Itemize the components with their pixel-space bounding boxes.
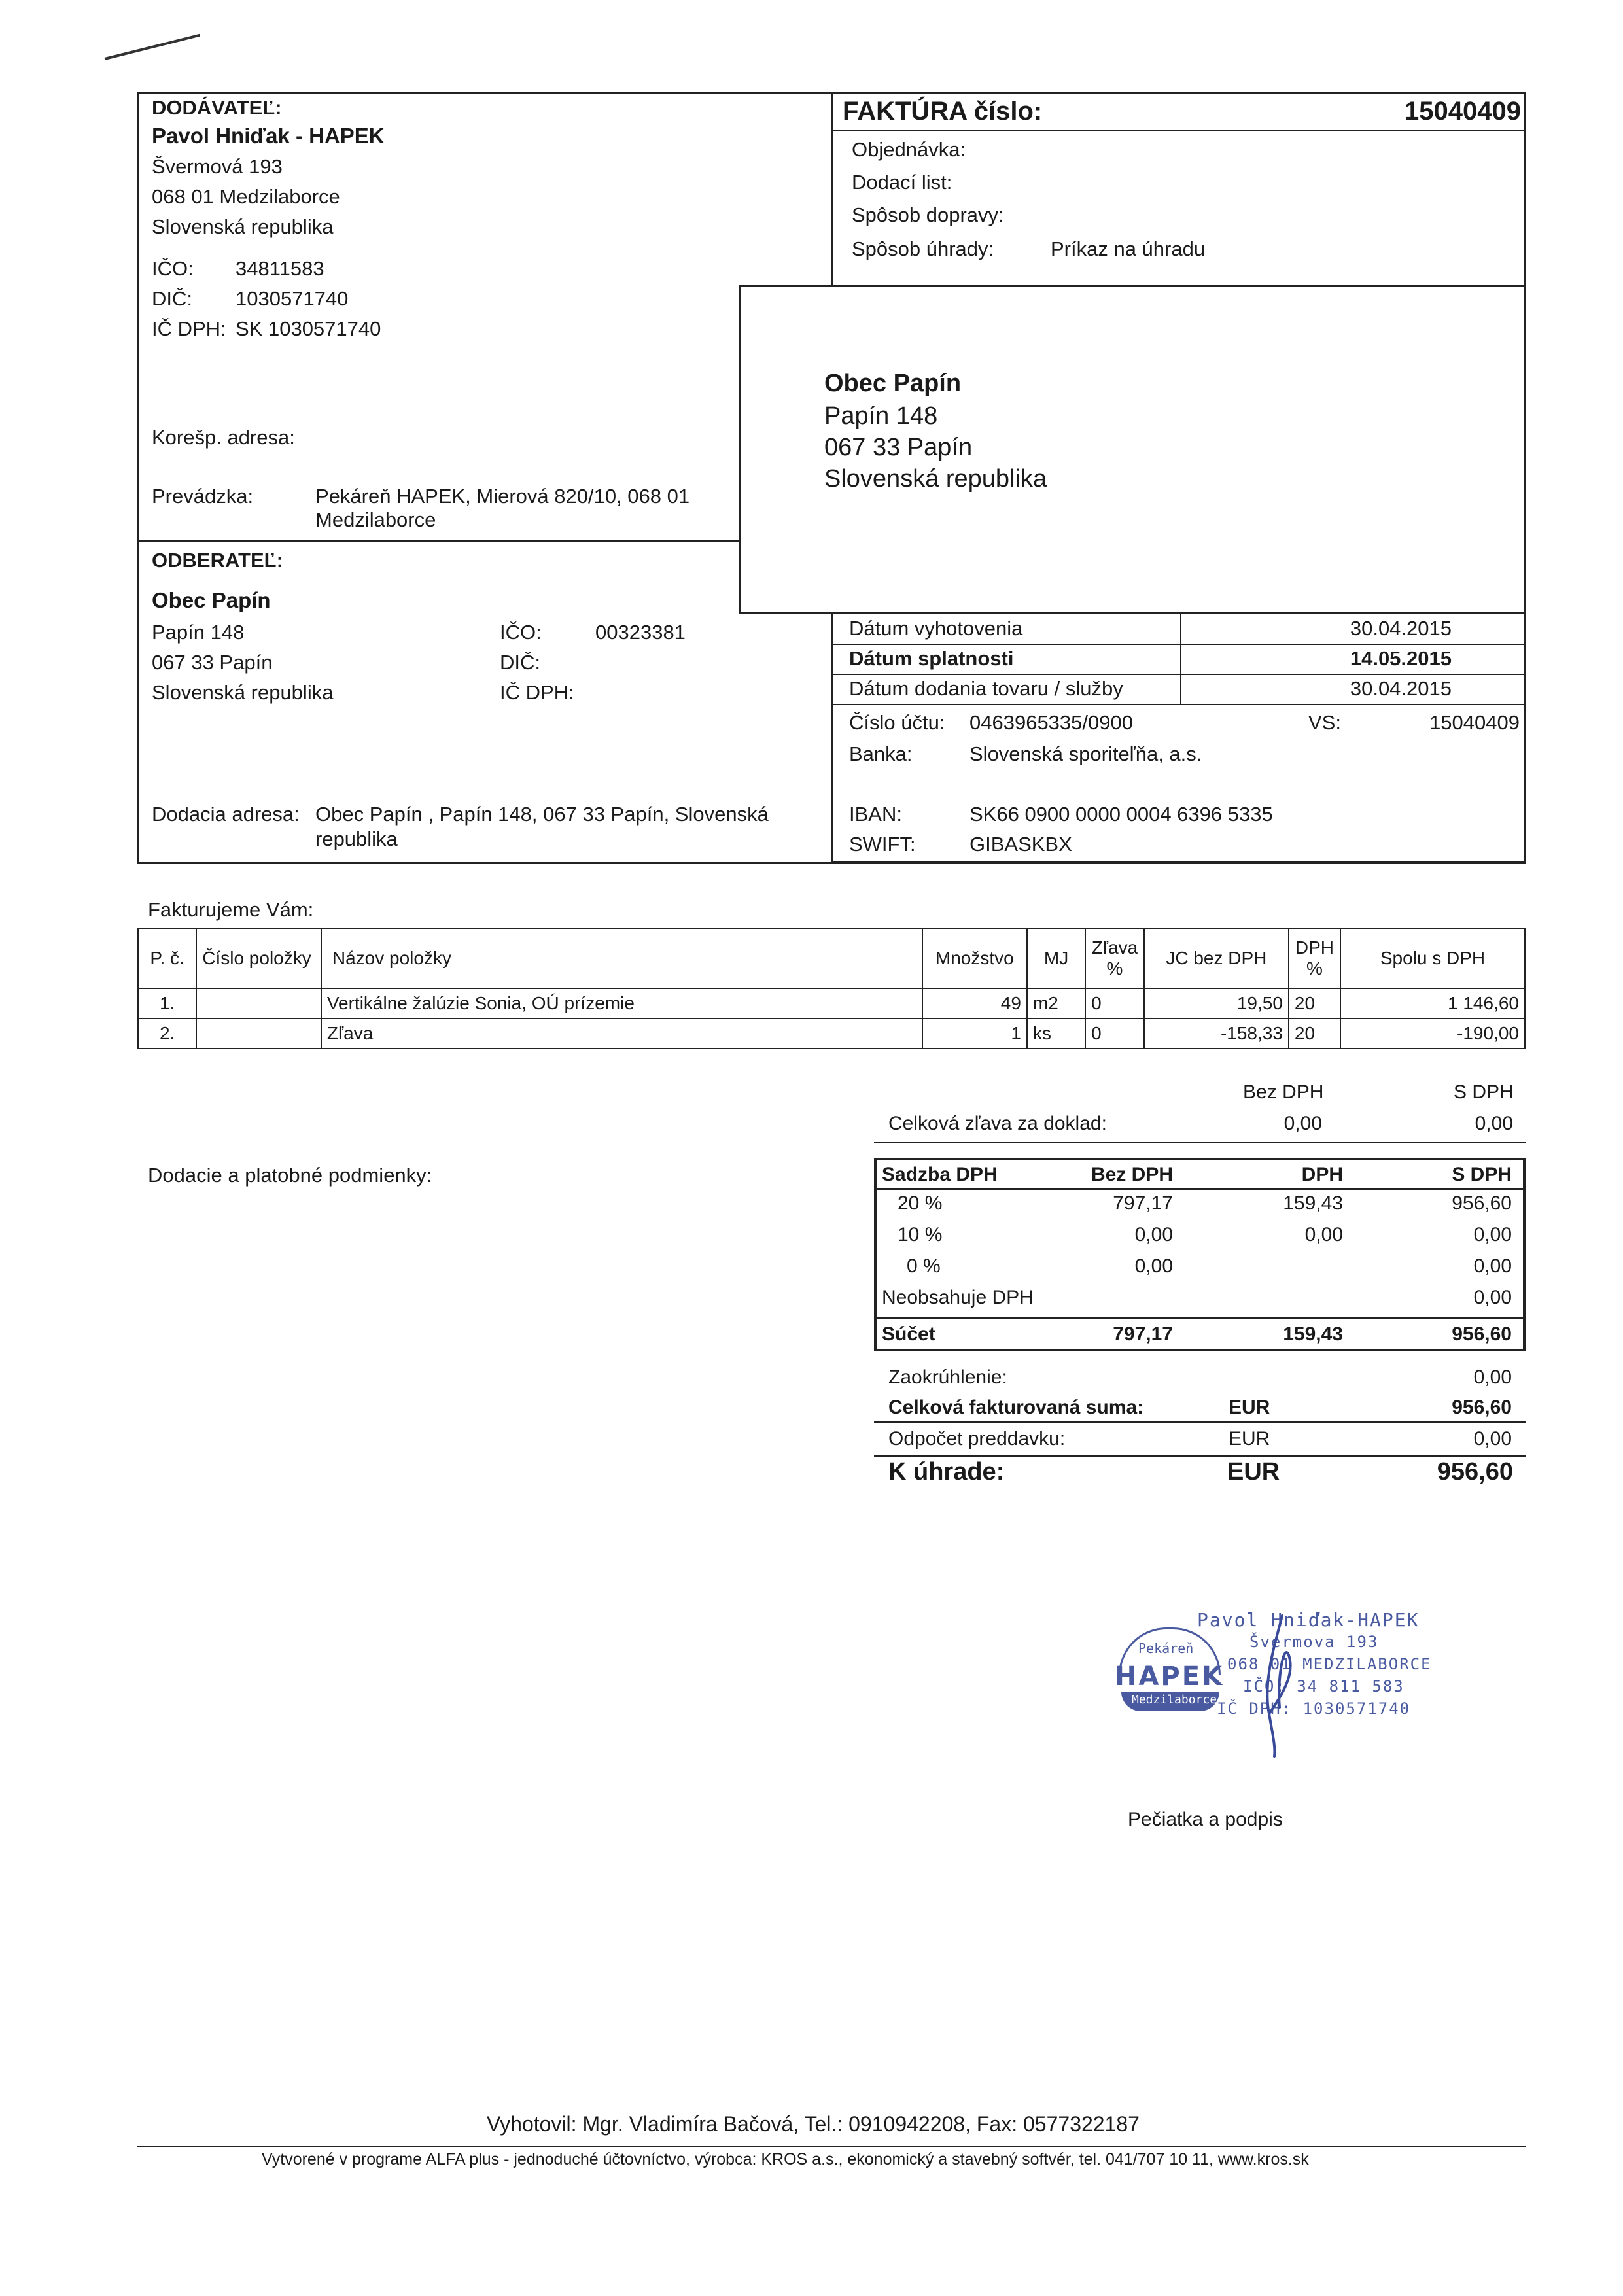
vat-h-base: Bez DPH	[1091, 1164, 1173, 1185]
invoice-number: 15040409	[1405, 97, 1521, 126]
order-label: Objednávka:	[852, 138, 966, 161]
vat-h-vat: DPH	[1301, 1164, 1343, 1185]
item-total: 1 146,60	[1340, 988, 1525, 1018]
item-unit: m2	[1027, 988, 1085, 1018]
dates-line-1	[831, 644, 1526, 645]
account-number: 0463965335/0900	[969, 711, 1133, 734]
col-vat	[1289, 928, 1340, 988]
col-total: Spolu s DPH	[1340, 928, 1525, 988]
item-pc: 2.	[138, 1018, 196, 1049]
supplier-name: Pavol Hniďak - HAPEK	[152, 124, 385, 148]
discount-s: 0,00	[1475, 1113, 1513, 1134]
delivery-address-label: Dodacia adresa:	[152, 803, 300, 826]
vat-sum-line	[874, 1317, 1526, 1319]
scan-mark	[105, 34, 201, 60]
supplier-prevadzka-line1: Pekáreň HAPEK, Mierová 820/10, 068 01	[315, 485, 690, 508]
stamp-line4: IČO: 34 811 583	[1243, 1677, 1405, 1696]
vat-vat: 0,00	[1304, 1224, 1343, 1245]
col-discount-unit: %	[1106, 958, 1123, 979]
discount-col-bez: Bez DPH	[1243, 1081, 1324, 1103]
customer-ico: 00323381	[595, 621, 686, 644]
item-total: -190,00	[1340, 1018, 1525, 1049]
item-unit-price: 19,50	[1144, 988, 1289, 1018]
delivery-address-line2: republika	[315, 827, 398, 850]
swift-label: SWIFT:	[849, 833, 916, 856]
due-date: 14.05.2015	[1350, 647, 1452, 670]
supplier-dic-label: DIČ:	[152, 287, 192, 310]
customer-icdph-label: IČ DPH:	[500, 681, 574, 704]
stamp-logo	[1115, 1627, 1226, 1713]
delivery-date-label: Dátum dodania tovaru / služby	[849, 677, 1123, 700]
issue-date: 30.04.2015	[1350, 617, 1452, 640]
supplier-prevadzka-label: Prevádzka:	[152, 485, 254, 508]
item-name: Vertikálne žalúzie Sonia, OÚ prízemie	[321, 988, 922, 1018]
supplier-icdph: SK 1030571740	[236, 317, 381, 340]
invoice-title: FAKTÚRA číslo:	[843, 97, 1043, 126]
topay-currency: EUR	[1227, 1458, 1280, 1486]
discount-bez: 0,00	[1283, 1113, 1322, 1134]
supplier-street: Švermová 193	[152, 155, 283, 178]
vat-h-rate: Sadzba DPH	[882, 1164, 998, 1185]
vat-total: 0,00	[1473, 1287, 1512, 1308]
customer-dic-label: DIČ:	[500, 651, 540, 674]
item-qty: 49	[922, 988, 1027, 1018]
supplier-heading: DODÁVATEĽ:	[152, 96, 282, 119]
software-note: Vytvorené v programe ALFA plus - jednoduché účtovníctvo, výrobca: KROS a.s., ekonomický a stavebný softvér, tel. 041/707 10 11, www.kros.sk	[262, 2150, 1309, 2168]
vat-rate: 20 %	[898, 1192, 943, 1214]
stamp-line3: 068 01 MEDZILABORCE	[1227, 1655, 1432, 1673]
item-code	[196, 1018, 321, 1049]
supplier-icdph-label: IČ DPH:	[152, 317, 226, 340]
vs-value: 15040409	[1429, 711, 1520, 734]
issue-date-label: Dátum vyhotovenia	[849, 617, 1023, 640]
supplier-ico: 34811583	[236, 257, 324, 280]
vat-total: 956,60	[1452, 1192, 1512, 1214]
item-code	[196, 988, 321, 1018]
col-vat-unit: %	[1306, 958, 1323, 979]
discount-col-s: S DPH	[1454, 1081, 1514, 1103]
vs-label: VS:	[1308, 711, 1341, 734]
col-qty: Množstvo	[922, 928, 1027, 988]
col-discount-label: Zľava	[1091, 937, 1138, 958]
supplier-country: Slovenská republika	[152, 215, 334, 238]
table-row	[138, 988, 1525, 1018]
invoiced-currency: EUR	[1229, 1397, 1270, 1418]
bank-label: Banka:	[849, 742, 913, 765]
customer-heading: ODBERATEĽ:	[152, 549, 283, 572]
col-unit-price: JC bez DPH	[1144, 928, 1289, 988]
due-date-label: Dátum splatnosti	[849, 647, 1014, 670]
items-intro: Fakturujeme Vám:	[148, 898, 314, 921]
recipient-city: 067 33 Papín	[824, 434, 973, 461]
customer-country: Slovenská republika	[152, 681, 334, 704]
invoice-title-underline	[831, 130, 1526, 131]
item-qty: 1	[922, 1018, 1027, 1049]
vat-sum-label: Súčet	[882, 1323, 935, 1345]
items-header-row	[138, 928, 1525, 988]
payment-label: Spôsob úhrady:	[852, 237, 994, 260]
supplier-dic: 1030571740	[236, 287, 349, 310]
col-unit: MJ	[1027, 928, 1085, 988]
supplier-left-line	[137, 92, 139, 863]
stamp-caption: Pečiatka a podpis	[1128, 1809, 1283, 1830]
advance-label: Odpočet preddavku:	[888, 1428, 1066, 1450]
customer-top-line	[137, 540, 739, 542]
invoiced-label: Celková fakturovaná suma:	[888, 1397, 1144, 1418]
item-name: Zľava	[321, 1018, 922, 1049]
vat-h-total: S DPH	[1452, 1164, 1512, 1185]
item-pc: 1.	[138, 988, 196, 1018]
rounding-label: Zaokrúhlenie:	[888, 1366, 1007, 1388]
advance-currency: EUR	[1229, 1428, 1270, 1450]
recipient-name: Obec Papín	[824, 370, 962, 397]
dates-line-3	[831, 704, 1526, 705]
recipient-country: Slovenská republika	[824, 465, 1047, 493]
vat-header-line	[874, 1188, 1526, 1190]
topay-value: 956,60	[1437, 1458, 1513, 1486]
terms-label: Dodacie a platobné podmienky:	[148, 1164, 432, 1187]
stamp-logo-bottom: Medzilaborce	[1132, 1693, 1217, 1707]
recipient-street: Papín 148	[824, 402, 938, 430]
iban-value: SK66 0900 0000 0004 6396 5335	[969, 803, 1273, 826]
col-pc: P. č.	[138, 928, 196, 988]
vat-rate: 0 %	[907, 1255, 941, 1277]
topay-label: K úhrade:	[888, 1458, 1005, 1486]
vat-sum-base: 797,17	[1113, 1323, 1173, 1345]
delivery-note-label: Dodací list:	[852, 171, 952, 194]
vat-base: 797,17	[1113, 1192, 1173, 1214]
col-name: Názov položky	[321, 928, 922, 988]
customer-name: Obec Papín	[152, 588, 271, 612]
bank-name: Slovenská sporiteľňa, a.s.	[969, 742, 1202, 765]
vat-base: 0,00	[1134, 1224, 1173, 1245]
invoiced-underline	[874, 1421, 1526, 1423]
customer-street: Papín 148	[152, 621, 245, 644]
vat-vat: 159,43	[1283, 1192, 1343, 1214]
issued-by: Vyhotovil: Mgr. Vladimíra Bačová, Tel.: 0910942208, Fax: 0577322187	[487, 2112, 1140, 2136]
vat-total: 0,00	[1473, 1224, 1512, 1245]
signature	[1236, 1603, 1315, 1760]
delivery-address-line1: Obec Papín , Papín 148, 067 33 Papín, Slovenská	[315, 803, 769, 826]
dates-line-2	[831, 674, 1526, 675]
stamp-logo-main: HAPEK	[1115, 1661, 1225, 1692]
table-row	[138, 1018, 1525, 1049]
dates-divider	[1180, 614, 1181, 704]
supplier-prevadzka-line2: Medzilaborce	[315, 508, 436, 531]
supplier-ico-label: IČO:	[152, 257, 194, 280]
account-label: Číslo účtu:	[849, 711, 945, 734]
supplier-city: 068 01 Medzilaborce	[152, 185, 340, 208]
item-vat: 20	[1289, 988, 1340, 1018]
item-discount: 0	[1085, 1018, 1144, 1049]
transport-label: Spôsob dopravy:	[852, 203, 1004, 226]
advance-value: 0,00	[1473, 1428, 1512, 1450]
item-unit: ks	[1027, 1018, 1085, 1049]
delivery-date: 30.04.2015	[1350, 677, 1452, 700]
rounding-value: 0,00	[1473, 1366, 1512, 1388]
supplier-top-line	[137, 92, 831, 94]
col-discount	[1085, 928, 1144, 988]
vat-total: 0,00	[1473, 1255, 1512, 1277]
col-vat-label: DPH	[1295, 937, 1335, 958]
vat-base: 0,00	[1134, 1255, 1173, 1277]
item-unit-price: -158,33	[1144, 1018, 1289, 1049]
stamp-logo-top: Pekáreň	[1138, 1641, 1194, 1656]
invoiced-value: 956,60	[1452, 1397, 1512, 1418]
vat-table	[874, 1158, 1526, 1351]
discount-underline	[874, 1142, 1526, 1143]
vat-rate: Neobsahuje DPH	[882, 1287, 1034, 1308]
item-vat: 20	[1289, 1018, 1340, 1049]
footer-line	[137, 2146, 1526, 2147]
discount-label: Celková zľava za doklad:	[888, 1113, 1107, 1134]
swift-value: GIBASKBX	[969, 833, 1072, 856]
payment-value: Príkaz na úhradu	[1051, 237, 1206, 260]
stamp-line5: IČ DPH: 1030571740	[1217, 1699, 1411, 1718]
stamp-line1: Pavol Hniďak-HAPEK	[1197, 1609, 1420, 1631]
customer-ico-label: IČO:	[500, 621, 542, 644]
stamp-line2: Švermova 193	[1249, 1633, 1379, 1651]
vat-sum-vat: 159,43	[1283, 1323, 1343, 1345]
iban-label: IBAN:	[849, 803, 902, 826]
item-discount: 0	[1085, 988, 1144, 1018]
supplier-koresp-label: Korešp. adresa:	[152, 426, 295, 449]
vat-rate: 10 %	[898, 1224, 943, 1245]
advance-underline	[874, 1455, 1526, 1457]
customer-city: 067 33 Papín	[152, 651, 273, 674]
vat-sum-total: 956,60	[1452, 1323, 1512, 1345]
col-code: Číslo položky	[196, 928, 321, 988]
items-table	[137, 928, 1526, 1049]
stamp	[1106, 1609, 1433, 1753]
